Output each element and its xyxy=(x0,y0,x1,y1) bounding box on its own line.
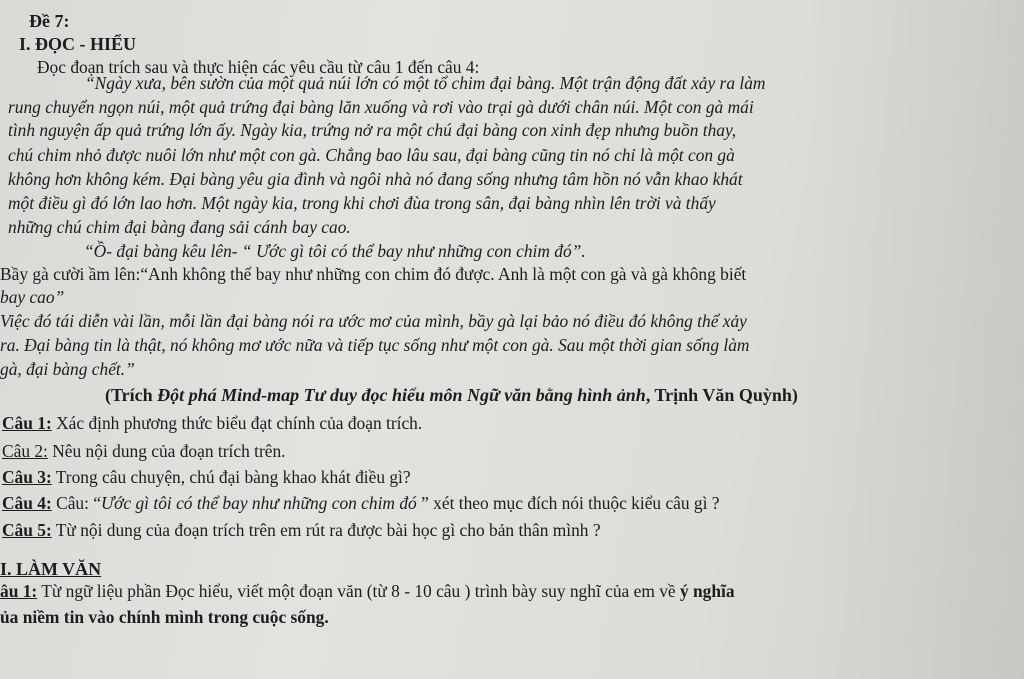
passage-line-10: bay cao” xyxy=(0,287,65,307)
passage-line-2: rung chuyển ngọn núi, một quả trứng đại bàng lăn xuống và rơi vào trại gà dưới chân núi. Một con gà mái xyxy=(8,97,754,117)
question-2-label: Câu 2: xyxy=(2,441,48,461)
passage-line-1: “Ngày xưa, bên sườn của một quả núi lớn có một tổ chim đại bàng. Một trận động đất xảy ra làm xyxy=(85,73,766,93)
passage-line-13: gà, đại bàng chết.” xyxy=(0,359,135,379)
source-citation xyxy=(105,384,798,406)
question-4-text-after: ” xét theo mục đích nói thuộc kiểu câu gì ? xyxy=(416,493,720,513)
passage-line-3: tình nguyện ấp quả trứng lớn ấy. Ngày kia, trứng nở ra một chú đại bàng con xinh đẹp nhưng buồn thay, xyxy=(8,120,737,140)
question-5-label: Câu 5: xyxy=(2,520,52,540)
section-writing-title: I. LÀM VĂN xyxy=(0,559,102,579)
passage-line-8: “Ồ- đại bàng kêu lên- “ Ước gì tôi có thể bay như những con chim đó”. xyxy=(84,241,586,261)
question-1 xyxy=(2,412,422,434)
source-work-title: Đột phá Mind-map Tư duy đọc hiểu môn Ngữ văn bằng hình ảnh xyxy=(157,385,646,405)
question-2 xyxy=(2,440,286,462)
question-3-text: Trong câu chuyện, chú đại bàng khao khát điều gì? xyxy=(51,467,411,487)
question-5 xyxy=(2,519,601,541)
section-reading-title: I. ĐỌC - HIỂU xyxy=(19,34,137,54)
writing-task-text: Từ ngữ liệu phần Đọc hiểu, viết một đoạn văn (từ 8 - 10 câu ) trình bày suy nghĩ của em về xyxy=(37,581,680,601)
question-1-text: Xác định phương thức biểu đạt chính của đoạn trích. xyxy=(51,413,423,433)
question-3-label: Câu 3: xyxy=(2,467,52,487)
question-4-label: Câu 4: xyxy=(2,493,52,513)
question-3 xyxy=(2,466,411,488)
passage-line-4: chú chim nhỏ được nuôi lớn như một con gà. Chẳng bao lâu sau, đại bàng cũng tin nó chỉ là một con gà xyxy=(8,145,735,165)
question-1-label: Câu 1: xyxy=(2,413,52,433)
passage-line-12: ra. Đại bàng tin là thật, nó không mơ ước nữa và tiếp tục sống như một con gà. Sau một thời gian sống làm xyxy=(0,335,750,355)
page-shadow xyxy=(804,0,1024,679)
passage-line-11: Việc đó tái diễn vài lần, mỗi lần đại bàng nói ra ước mơ của mình, bầy gà lại bảo nó điều đó không thể xảy xyxy=(0,311,747,331)
passage-line-7: những chú chim đại bàng đang sải cánh bay cao. xyxy=(8,217,351,237)
writing-task-line-1 xyxy=(0,580,735,602)
instruction-text: Đọc đoạn trích sau và thực hiện các yêu cầu từ câu 1 đến câu 4: xyxy=(37,57,480,77)
writing-task-line-2: ủa niềm tin vào chính mình trong cuộc sống. xyxy=(0,607,329,627)
writing-task-label: âu 1: xyxy=(0,581,38,601)
question-2-text: Nêu nội dung của đoạn trích trên. xyxy=(47,441,286,461)
question-4-text-before: Câu: “ xyxy=(51,493,102,513)
passage-line-6: một điều gì đó lớn lao hơn. Một ngày kia, trong khi chơi đùa trong sân, đại bàng nhìn lên trời và thấy xyxy=(8,193,716,213)
source-author: , Trịnh Văn Quỳnh) xyxy=(645,385,798,405)
question-5-text: Từ nội dung của đoạn trích trên em rút ra được bài học gì cho bản thân mình ? xyxy=(51,520,601,540)
question-4 xyxy=(2,492,720,514)
question-4-quote: Ước gì tôi có thể bay như những con chim đó xyxy=(101,493,417,513)
passage-line-9: Bầy gà cười ầm lên:“Anh không thể bay như những con chim đó được. Anh là một con gà và gà không biết xyxy=(0,264,747,284)
passage-line-5: không hơn không kém. Đại bàng yêu gia đình và ngôi nhà nó đang sống nhưng tâm hồn nó vẫn khao khát xyxy=(8,169,743,189)
exam-title: Đề 7: xyxy=(29,11,70,31)
source-prefix: (Trích xyxy=(105,385,158,405)
writing-task-bold-tail: ý nghĩa xyxy=(679,581,735,601)
